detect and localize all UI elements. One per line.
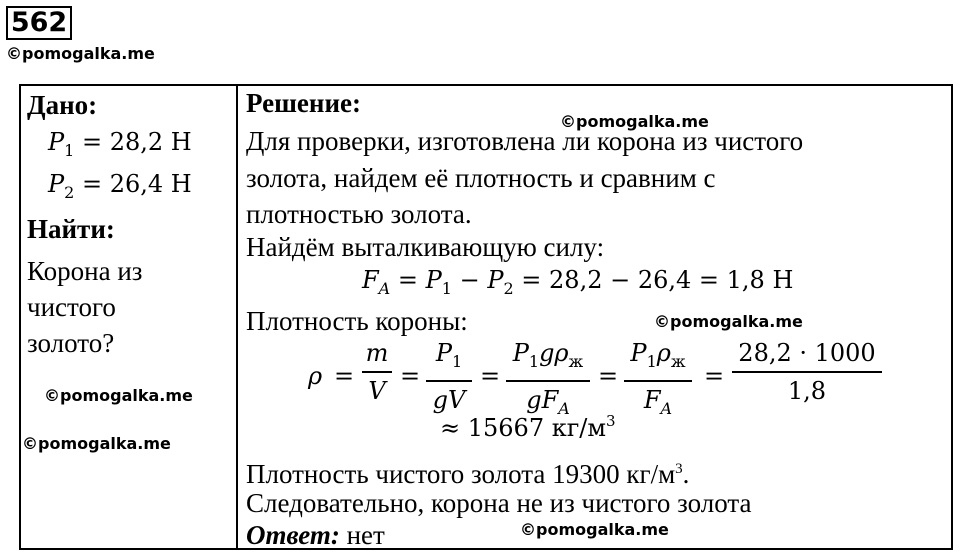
intro-line: золота, найдем её плотность и сравним с (246, 163, 716, 193)
answer-value: нет (339, 520, 385, 550)
intro-line: плотностью золота. (246, 199, 472, 229)
density-label: Плотность короны: (246, 306, 468, 336)
rho-symbol: ρ (308, 362, 323, 390)
given-heading: Дано: (27, 90, 98, 120)
watermark: ©pomogalka.me (44, 386, 193, 405)
equals-sign: = (598, 362, 619, 390)
given-p2: $P_2 = 26,4$ Н (48, 170, 192, 202)
answer (246, 518, 385, 552)
find-line: чистого (27, 292, 116, 322)
equals-sign: = (704, 362, 725, 390)
find-heading: Найти: (27, 214, 115, 244)
buoyancy-equation: $F_A = P_1 - P_2 = 28,2 - 26,4 = 1,8$ Н (362, 266, 794, 298)
problem-number: 562 (6, 6, 72, 40)
fraction-p1-over-gv: $P_1$ gV (426, 336, 472, 417)
fraction-p1-rho-over-fa: $P_1\rho_ж$ $F_A$ (624, 336, 692, 426)
watermark: ©pomogalka.me (520, 520, 669, 539)
watermark: ©pomogalka.me (560, 112, 709, 131)
equals-sign: = (334, 362, 355, 390)
density-result: ≈ 15667 $кг/м^3$ (440, 412, 616, 442)
watermark: ©pomogalka.me (6, 44, 155, 63)
given-p1: $P_1 = 28,2$ Н (48, 128, 192, 160)
answer-label: Ответ: (246, 520, 340, 550)
equals-sign: = (480, 362, 501, 390)
solution-heading: Решение: (246, 88, 361, 118)
conclusion: Следовательно, корона не из чистого золота (246, 488, 752, 518)
gold-density: Плотность чистого золота 19300 $кг/м^3$. (246, 459, 690, 489)
intro-line: Для проверки, изготовлена ли корона из чистого (246, 126, 804, 156)
buoyancy-label: Найдём выталкивающую силу: (246, 232, 605, 262)
equals-sign: = (400, 362, 421, 390)
watermark: ©pomogalka.me (654, 312, 803, 331)
column-divider (236, 84, 238, 550)
fraction-numeric: 28,2 · 1000 1,8 (732, 336, 882, 408)
fraction-p1-g-rho-over-g-fa: $P_1g\rho_ж$ $gF_A$ (506, 336, 590, 426)
fraction-m-over-v: m V (362, 336, 392, 408)
find-line: золото? (27, 328, 115, 358)
find-line: Корона из (27, 256, 143, 286)
watermark: ©pomogalka.me (22, 434, 171, 453)
